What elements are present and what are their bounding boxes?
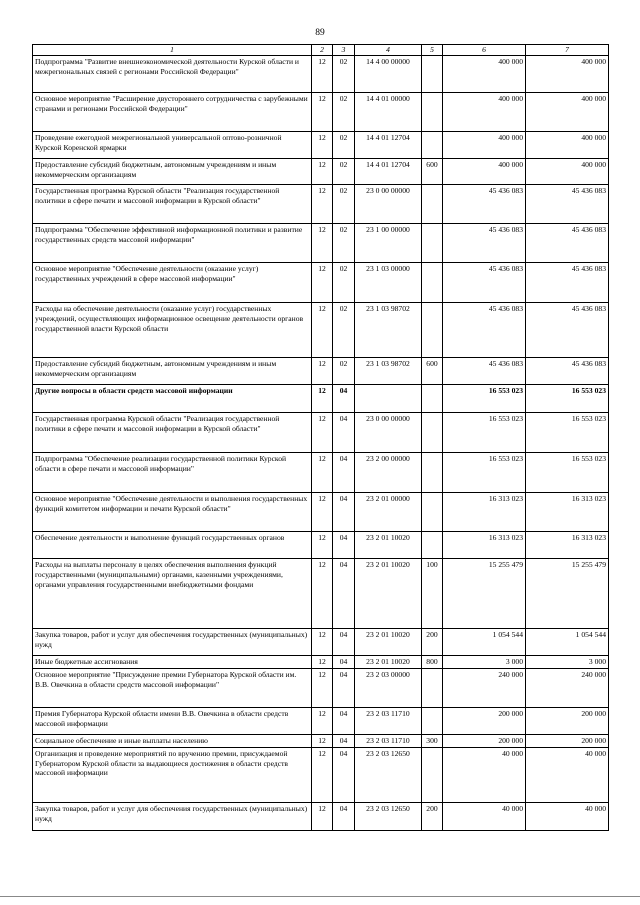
row-expense-type: 300 [422,734,443,747]
row-subsection: 02 [333,358,355,385]
row-target-code: 23 1 03 98702 [355,358,422,385]
row-section: 12 [312,734,333,747]
row-target-code [355,385,422,413]
row-expense-type [422,303,443,358]
row-subsection: 02 [333,185,355,224]
row-amount-1: 45 436 083 [443,358,526,385]
row-expense-type [422,263,443,303]
row-name: Расходы на выплаты персоналу в целях обеспечения выполнения функций государственными (муниципальными) органами, казенными учреждениями, органами управления государственными внебюджетными фондами [33,559,312,629]
table-row [33,56,609,93]
row-amount-1: 16 313 023 [443,493,526,532]
row-subsection: 04 [333,802,355,830]
row-name: Закупка товаров, работ и услуг для обеспечения государственных (муниципальных) нужд [33,629,312,656]
row-subsection: 04 [333,413,355,453]
row-expense-type: 200 [422,629,443,656]
row-target-code: 14 4 01 12704 [355,132,422,159]
row-name: Другие вопросы в области средств массовой информации [33,385,312,413]
row-expense-type [422,747,443,802]
row-amount-2: 400 000 [526,56,609,93]
row-section: 12 [312,532,333,559]
table-row [33,453,609,493]
table-row [33,185,609,224]
row-amount-2: 40 000 [526,802,609,830]
row-target-code: 23 2 03 11710 [355,707,422,734]
header-col-2: 2 [312,45,333,56]
row-subsection: 02 [333,224,355,263]
row-subsection: 04 [333,668,355,707]
row-amount-1: 40 000 [443,802,526,830]
row-section: 12 [312,358,333,385]
row-name: Подпрограмма "Развитие внешнеэкономической деятельности Курской области и межрегиональных связей с регионами Российской Федерации" [33,56,312,93]
row-amount-2: 45 436 083 [526,185,609,224]
row-target-code: 23 2 01 10020 [355,532,422,559]
row-name: Государственная программа Курской области "Реализация государственной политики в сфере печати и массовой информации в Курской области" [33,185,312,224]
row-target-code: 23 0 00 00000 [355,185,422,224]
table-row [33,493,609,532]
row-section: 12 [312,185,333,224]
header-col-1: 1 [33,45,312,56]
row-amount-2: 15 255 479 [526,559,609,629]
table-row [33,159,609,185]
header-col-3: 3 [333,45,355,56]
table-row [33,532,609,559]
row-amount-1: 16 553 023 [443,413,526,453]
row-amount-1: 400 000 [443,132,526,159]
row-expense-type: 600 [422,358,443,385]
row-target-code: 23 2 00 00000 [355,453,422,493]
row-amount-2: 400 000 [526,132,609,159]
table-row [33,263,609,303]
row-subsection: 04 [333,707,355,734]
table-row [33,413,609,453]
row-section: 12 [312,453,333,493]
row-section: 12 [312,747,333,802]
row-amount-2: 200 000 [526,734,609,747]
row-amount-2: 400 000 [526,159,609,185]
row-expense-type [422,56,443,93]
row-section: 12 [312,802,333,830]
row-target-code: 23 2 01 10020 [355,559,422,629]
row-name: Обеспечение деятельности и выполнение функций государственных органов [33,532,312,559]
row-target-code: 14 4 01 00000 [355,93,422,132]
row-expense-type: 100 [422,559,443,629]
row-target-code: 23 2 01 10020 [355,656,422,669]
row-subsection: 04 [333,656,355,669]
row-name: Проведение ежегодной межрегиональной универсальной оптово-розничной Курской Коренской ярмарки [33,132,312,159]
row-name: Государственная программа Курской области "Реализация государственной политики в сфере печати и массовой информации в Курской области" [33,413,312,453]
row-amount-2: 40 000 [526,747,609,802]
row-amount-2: 400 000 [526,93,609,132]
table-header-row [33,45,609,56]
row-subsection: 04 [333,734,355,747]
header-col-6: 6 [443,45,526,56]
row-target-code: 23 1 00 00000 [355,224,422,263]
row-section: 12 [312,385,333,413]
row-amount-1: 200 000 [443,707,526,734]
row-amount-2: 16 313 023 [526,532,609,559]
row-subsection: 02 [333,159,355,185]
row-name: Основное мероприятие "Обеспечение деятельности (оказание услуг) государственных учреждений в сфере массовой информации" [33,263,312,303]
row-subsection: 04 [333,532,355,559]
table-row [33,802,609,830]
row-amount-2: 16 313 023 [526,493,609,532]
table-row [33,132,609,159]
row-subsection: 04 [333,747,355,802]
table-row [33,358,609,385]
row-subsection: 02 [333,93,355,132]
row-expense-type [422,413,443,453]
row-amount-2: 240 000 [526,668,609,707]
row-name: Социальное обеспечение и иные выплаты населению [33,734,312,747]
row-expense-type [422,668,443,707]
row-amount-1: 16 553 023 [443,385,526,413]
row-name: Подпрограмма "Обеспечение эффективной информационной политики и развитие государственных средств массовой информации" [33,224,312,263]
row-subsection: 02 [333,132,355,159]
row-section: 12 [312,263,333,303]
row-name: Основное мероприятие "Присуждение премии Губернатора Курской области им. В.В. Овечкина в области средств массовой информации" [33,668,312,707]
row-subsection: 04 [333,385,355,413]
table-row [33,629,609,656]
row-amount-2: 1 054 544 [526,629,609,656]
row-name: Расходы на обеспечение деятельности (оказание услуг) государственных учреждений, осуществляющих информационное освещение деятельности органов государственной власти Курской области [33,303,312,358]
header-col-7: 7 [526,45,609,56]
row-target-code: 23 2 03 12650 [355,802,422,830]
header-col-4: 4 [355,45,422,56]
row-expense-type [422,707,443,734]
row-target-code: 23 1 03 00000 [355,263,422,303]
row-expense-type [422,132,443,159]
table-row [33,224,609,263]
row-subsection: 04 [333,629,355,656]
row-amount-1: 400 000 [443,93,526,132]
row-amount-1: 45 436 083 [443,185,526,224]
row-section: 12 [312,56,333,93]
row-target-code: 23 2 03 00000 [355,668,422,707]
row-amount-1: 240 000 [443,668,526,707]
table-row [33,707,609,734]
row-amount-2: 45 436 083 [526,224,609,263]
row-name: Подпрограмма "Обеспечение реализации государственной политики Курской области в сфере печати и массовой информации" [33,453,312,493]
row-expense-type [422,224,443,263]
row-target-code: 23 2 03 12650 [355,747,422,802]
row-name: Предоставление субсидий бюджетным, автономным учреждениям и иным некоммерческим организациям [33,159,312,185]
row-amount-2: 16 553 023 [526,413,609,453]
row-amount-1: 45 436 083 [443,224,526,263]
row-amount-1: 16 313 023 [443,532,526,559]
row-section: 12 [312,668,333,707]
row-amount-2: 45 436 083 [526,358,609,385]
row-section: 12 [312,93,333,132]
row-subsection: 04 [333,493,355,532]
row-name: Основное мероприятие "Обеспечение деятельности и выполнения государственных функций комитетом информации и печати Курской области" [33,493,312,532]
table-row [33,656,609,669]
row-amount-1: 16 553 023 [443,453,526,493]
row-amount-2: 3 000 [526,656,609,669]
row-expense-type [422,185,443,224]
row-expense-type: 600 [422,159,443,185]
row-amount-1: 400 000 [443,56,526,93]
row-expense-type [422,93,443,132]
row-section: 12 [312,559,333,629]
row-target-code: 23 2 03 11710 [355,734,422,747]
page-number: 89 [315,28,325,38]
row-section: 12 [312,629,333,656]
row-target-code: 23 1 03 98702 [355,303,422,358]
table-row [33,747,609,802]
row-section: 12 [312,656,333,669]
header-col-5: 5 [422,45,443,56]
row-expense-type [422,385,443,413]
row-amount-2: 200 000 [526,707,609,734]
row-target-code: 14 4 00 00000 [355,56,422,93]
row-target-code: 23 2 01 10020 [355,629,422,656]
table-row [33,385,609,413]
row-section: 12 [312,413,333,453]
row-section: 12 [312,132,333,159]
row-subsection: 02 [333,303,355,358]
row-name: Основное мероприятие "Расширение двустороннего сотрудничества с зарубежными странами и регионами Российской Федерации" [33,93,312,132]
page-edge-line [0,896,640,897]
row-amount-1: 200 000 [443,734,526,747]
table-row [33,668,609,707]
row-amount-1: 40 000 [443,747,526,802]
row-amount-1: 45 436 083 [443,303,526,358]
row-amount-2: 16 553 023 [526,453,609,493]
row-subsection: 04 [333,453,355,493]
row-expense-type: 800 [422,656,443,669]
row-amount-2: 45 436 083 [526,303,609,358]
row-expense-type: 200 [422,802,443,830]
row-amount-1: 45 436 083 [443,263,526,303]
row-section: 12 [312,159,333,185]
row-name: Иные бюджетные ассигнования [33,656,312,669]
row-amount-1: 400 000 [443,159,526,185]
row-target-code: 23 2 01 00000 [355,493,422,532]
table-body [33,56,609,831]
row-section: 12 [312,303,333,358]
table-row [33,93,609,132]
row-expense-type [422,532,443,559]
row-name: Закупка товаров, работ и услуг для обеспечения государственных (муниципальных) нужд [33,802,312,830]
budget-table [32,44,609,831]
row-name: Предоставление субсидий бюджетным, автономным учреждениям и иным некоммерческим организациям [33,358,312,385]
row-subsection: 02 [333,56,355,93]
row-target-code: 14 4 01 12704 [355,159,422,185]
row-section: 12 [312,707,333,734]
table-row [33,734,609,747]
row-section: 12 [312,224,333,263]
row-subsection: 04 [333,559,355,629]
row-expense-type [422,493,443,532]
row-name: Премия Губернатора Курской области имени В.В. Овечкина в области средств массовой информации [33,707,312,734]
row-amount-1: 3 000 [443,656,526,669]
table-row [33,559,609,629]
row-subsection: 02 [333,263,355,303]
row-amount-1: 15 255 479 [443,559,526,629]
row-name: Организация и проведение мероприятий по вручению премии, присуждаемой Губернатором Курской области за выдающиеся достижения в области средств массовой информации [33,747,312,802]
row-amount-2: 45 436 083 [526,263,609,303]
row-expense-type [422,453,443,493]
row-amount-2: 16 553 023 [526,385,609,413]
table-row [33,303,609,358]
row-section: 12 [312,493,333,532]
row-target-code: 23 0 00 00000 [355,413,422,453]
row-amount-1: 1 054 544 [443,629,526,656]
